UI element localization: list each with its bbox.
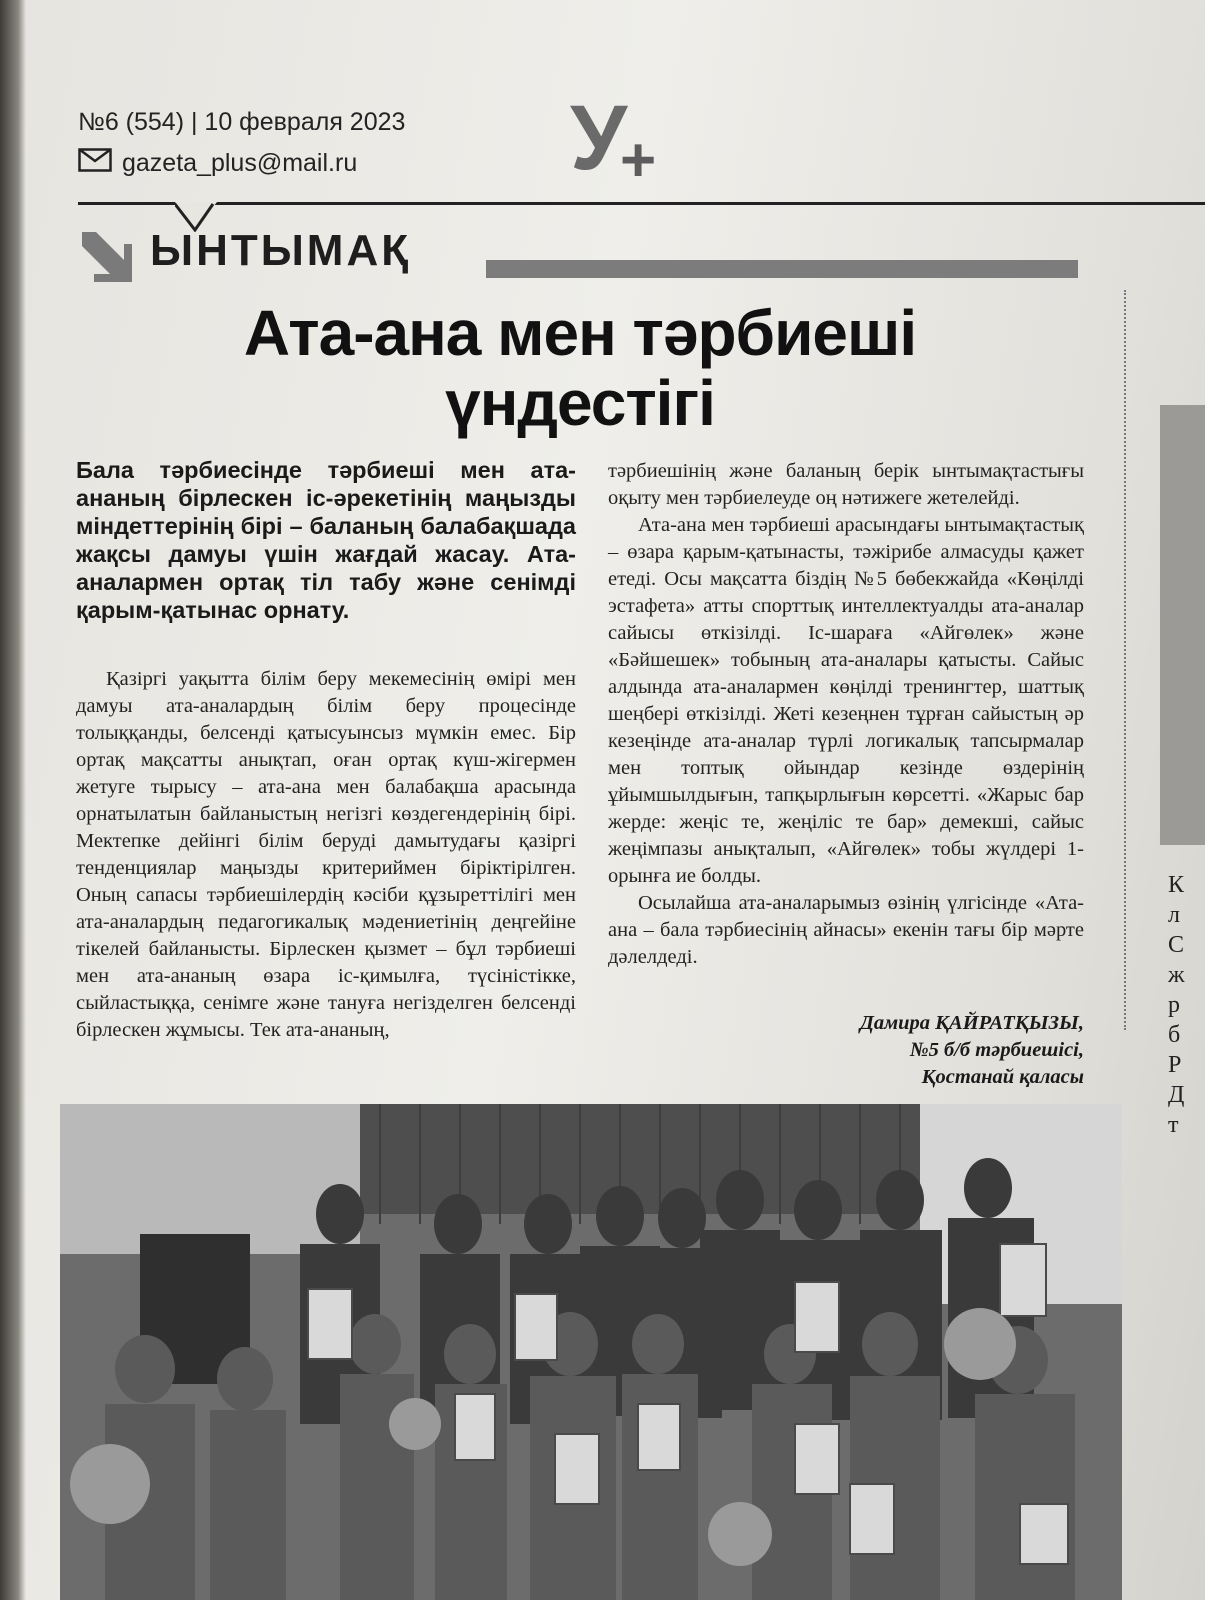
edge-letter: р <box>1168 992 1180 1018</box>
article-column-left <box>76 666 576 1044</box>
edge-letter: К <box>1168 872 1185 898</box>
column-divider <box>1124 290 1126 1030</box>
author-role: №5 б/б тәрбиешісі, <box>909 1039 1084 1061</box>
page-shadow <box>0 0 26 1600</box>
edge-letter: Р <box>1168 1052 1182 1078</box>
mail-icon <box>78 148 112 179</box>
article-lead: Бала тәрбиесінде тәрбиеші мен ата-ананың бірлескен іс-әрекетінің маңызды міндеттерінің бірі – баланың балабақшада жақсы дамуы үшін жағдай жасау. Ата-аналармен ортақ тіл табу және сенімді қарым-қатынас орнату. <box>76 457 576 623</box>
article-title <box>80 298 1080 438</box>
article-paragraph: Қазіргі уақытта білім беру мекемесінің өмірі мен дамуы ата-аналардың білім беру процесінде толыққанды, белсенді қатысуынсыз мүмкін емес. Бір ортақ мақсатты анықтап, оған ортақ күш-жігермен жетуге тырысу – ата-ана мен балабақша арасында орнатылатын байланыстың негізгі көздегендерінің бірі. Мектепке дейінгі білім беруді дамытудағы қазіргі тенденциялар маңызды критериймен біріктірілген. Оның сапасы тәрбиешілердің кәсіби құзыреттілігі мен ата-аналардың педагогикалық мәдениетінің деңгейіне тікелей байланысты. Бірлескен қызмет – бұл тәрбиеші мен ата-ананың өзара іс-қимылға, түсіністікке, сыйластыққа, сенімге және тануға негізделген белсенді бірлескен жұмысы. Тек ата-ананың, <box>76 668 576 1041</box>
section-label: ЫНТЫМАҚ <box>150 226 412 275</box>
newspaper-logo: У <box>570 87 624 189</box>
header-rule <box>78 202 1205 205</box>
section-bar <box>486 260 1078 278</box>
edge-letter: б <box>1168 1022 1181 1048</box>
arrow-down-right-icon <box>78 228 134 284</box>
adjacent-column-edge <box>1168 870 1205 1140</box>
author-name: Дамира ҚАЙРАТҚЫЗЫ, <box>859 1012 1084 1034</box>
group-photo <box>60 1104 1122 1600</box>
section-header <box>78 222 1088 292</box>
article-title-line-2: үндестігі <box>445 367 715 439</box>
article-paragraph: Осылайша ата-аналарымыз өзінің үлгісінде «Ата-ана – бала тәрбиесінің айнасы» екенін тағы бір мәрте дәлелдеді. <box>608 892 1084 968</box>
edge-letter: Д <box>1168 1082 1185 1108</box>
article-title-line-1: Ата-ана мен тәрбиеші <box>243 297 917 369</box>
adjacent-photo-edge <box>1160 405 1205 845</box>
group-photo-illustration <box>60 1104 1122 1600</box>
article-paragraph: Ата-ана мен тәрбиеші арасындағы ынтымақтастық – өзара қарым-қатынасты, тәжірибе алмасуды қажет етеді. Осы мақсатта біздің №5 бөбекжайда «Көңілді эстафета» атты спорттық интеллектуалды ата-аналар сайысы өткізілді. Іс-шараға «Айгөлек» және «Бәйшешек» тобының ата-аналары қатысты. Сайыс алдында ата-аналармен көңілді тренингтер, шаттық шеңбері өткізілді. Жеті кезеңнен тұрған сайыстың әр кезеңінде ата-аналар түрлі логикалық тапсырмалар мен топтық ойындар кезінде өздерінің ұйымшылдығын, тапқырлығын көрсетті. «Жарыс бар жерде: жеңіс те, жеңіліс те бар» демекші, сайыс жеңімпазы анықталып, «Айгөлек» тобы жүлдері 1-орынға ие болды. <box>608 514 1084 887</box>
edge-letter: т <box>1168 1112 1179 1138</box>
article-paragraph: тәрбиешінің және баланың берік ынтымақтастығы оқыту мен тәрбиелеуде оң нәтижеге жетелейді. <box>608 460 1084 509</box>
newspaper-logo-plus: + <box>620 126 657 195</box>
issue-line: №6 (554) | 10 февраля 2023 <box>78 108 406 136</box>
email-address: gazeta_plus@mail.ru <box>122 149 358 177</box>
article-column-right <box>608 458 1084 971</box>
email-line <box>78 148 357 179</box>
author-city: Қостанай қаласы <box>921 1066 1084 1088</box>
edge-letter: л <box>1168 902 1180 928</box>
author-signature <box>760 1010 1084 1091</box>
edge-letter: ж <box>1168 962 1185 988</box>
edge-letter: С <box>1168 932 1185 958</box>
adjacent-page-edge <box>1163 238 1205 348</box>
